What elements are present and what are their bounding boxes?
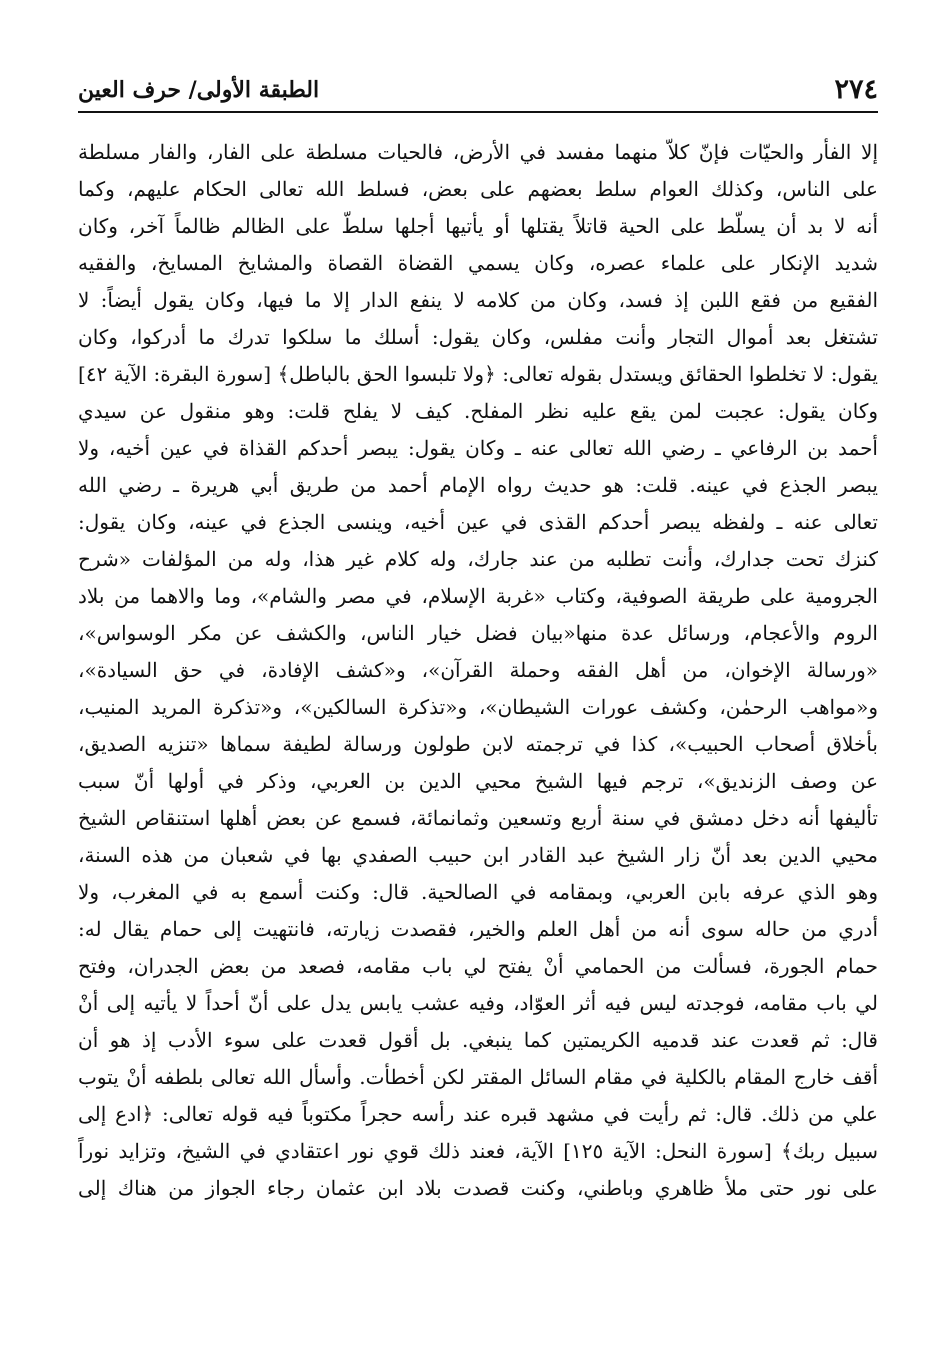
- text-line: أحمد بن الرفاعي ـ رضي الله تعالى عنه ـ وكان يقول: يبصر أحدكم القذاة في عين أخيه، ولا: [78, 436, 878, 460]
- text-line: «ورسالة الإخوان، من أهل الفقه وحملة القرآن»، و«كشف الإفادة، في حق السيادة»،: [78, 658, 878, 682]
- text-line: أقف خارج المقام بالكلية في مقام السائل المقتر لكن أخطأت. وأسأل الله تعالى بلطفه أنْ يتوب: [78, 1065, 878, 1089]
- text-line: أنه لا بد أن يسلّط على الحية قاتلاً يقتلها أو يأتيها أجلها سلطّ على الظالم ظالماً آخر، وكان: [78, 214, 878, 238]
- text-line: تشتغل بعد أموال التجار وأنت مفلس، وكان يقول: أسلك ما سلكوا تدرك ما أدركوا، وكان: [78, 325, 878, 349]
- text-line: تعالى عنه ـ ولفظه يبصر أحدكم القذى في عين أخيه، وينسى الجذع في عينه، وكان يقول:: [78, 510, 878, 534]
- text-line: حمام الجورة، فسألت من الحمامي أنْ يفتح لي باب مقامه، فصعد من بعض الجدران، وفتح: [78, 954, 878, 978]
- text-line: محيي الدين بعد أنّ زار الشيخ عبد القادر ابن حبيب الصفدي بها في شعبان من هذه السنة،: [78, 843, 878, 867]
- text-line: لي باب مقامه، فوجدته ليس فيه أثر العوّاد، وفيه عشب يابس يدل على أنّ أحداً لا يأتيه إلى أنْ: [78, 991, 878, 1015]
- text-line: يقول: لا تخلطوا الحقائق ويستدل بقوله تعالى: ﴿ولا تلبسوا الحق بالباطل﴾ [سورة البقرة: الآية ٤٢]: [78, 362, 878, 386]
- text-line: وهو الذي عرفه بابن العربي، وبمقامه في الصالحية. قال: وكنت أسمع به في المغرب، ولا: [78, 880, 878, 904]
- page-header: [78, 70, 878, 110]
- running-title: الطبقة الأولى/ حرف العين: [78, 77, 320, 103]
- text-line: على نور حتى ملأ ظاهري وباطني، وكنت قصدت بلاد ابن عثمان رجاء الجواز من هناك إلى: [78, 1176, 878, 1200]
- text-line: الروم والأعجام، ورسائل عدة منها«بيان فضل خيار الناس، والكشف عن مكر الوسواس»،: [78, 621, 878, 645]
- text-line: تأليفها أنه دخل دمشق في سنة أربع وتسعين وثمانمائة، فسمع عن بعض أهلها استنقاص الشيخ: [78, 806, 878, 830]
- book-page: [78, 70, 878, 1310]
- text-line: على الناس، وكذلك العوام سلط بعضهم على بعض، فسلط الله تعالى الحكام عليهم، وكما: [78, 177, 878, 201]
- body-text: [78, 134, 878, 1207]
- text-line: بأخلاق أصحاب الحبيب»، كذا في ترجمته لابن طولون ورسالة لطيفة سماها «تنزيه الصديق،: [78, 732, 878, 756]
- header-rule: [78, 111, 878, 113]
- text-line: و«مواهب الرحمٰن، وكشف عورات الشيطان»، و«تذكرة السالكين»، و«تذكرة المريد المنيب،: [78, 695, 878, 719]
- text-line: شديد الإنكار على علماء عصره، وكان يسمي القضاة القصاة والمشايخ المسايخ، والفقيه: [78, 251, 878, 275]
- text-line: الجرومية على طريقة الصوفية، وكتاب «غربة الإسلام، في مصر والشام»، وما والاهما من بلاد: [78, 584, 878, 608]
- text-line: الفقيع من فقع اللبن إذ فسد، وكان من كلامه لا ينفع الدار إلا ما فيها، وكان يقول أيضاً: لا: [78, 288, 878, 312]
- text-line: يبصر الجذع في عينه. قلت: هو حديث رواه الإمام أحمد من طريق أبي هريرة ـ رضي الله: [78, 473, 878, 497]
- text-line: أدري من حاله سوى أنه من أهل العلم والخير، فقصدت زيارته، فانتهيت إلى حمام يقال له:: [78, 917, 878, 941]
- text-line: علي من ذلك. قال: ثم رأيت في مشهد قبره عند رأسه حجراً مكتوباً فيه قوله تعالى: ﴿ادع إلى: [78, 1102, 878, 1126]
- text-line: إلا الفأر والحيّات فإنّ كلاّ منهما مفسد في الأرض، فالحيات مسلطة على الفار، والفار مسلطة: [78, 140, 878, 164]
- text-line: عن وصف الزنديق»، ترجم فيها الشيخ محيي الدين بن العربي، وذكر في أولها أنّ سبب: [78, 769, 878, 793]
- text-line: كنزك تحت جدارك، وأنت تطلبه من عند جارك، وله كلام غير هذا، وله من المؤلفات «شرح: [78, 547, 878, 571]
- text-line: وكان يقول: عجبت لمن يقع عليه نظر المفلح. كيف لا يفلح قلت: وهو منقول عن سيدي: [78, 399, 878, 423]
- page-number: ٢٧٤: [834, 74, 878, 105]
- text-line: سبيل ربك﴾ [سورة النحل: الآية ١٢٥] الآية، فعند ذلك قوي نور اعتقادي في الشيخ، وتزايد نوراً: [78, 1139, 878, 1163]
- text-line: قال: ثم قعدت عند قدميه الكريمتين كما ينبغي. بل أقول قعدت على سوء الأدب إذ هو أن: [78, 1028, 878, 1052]
